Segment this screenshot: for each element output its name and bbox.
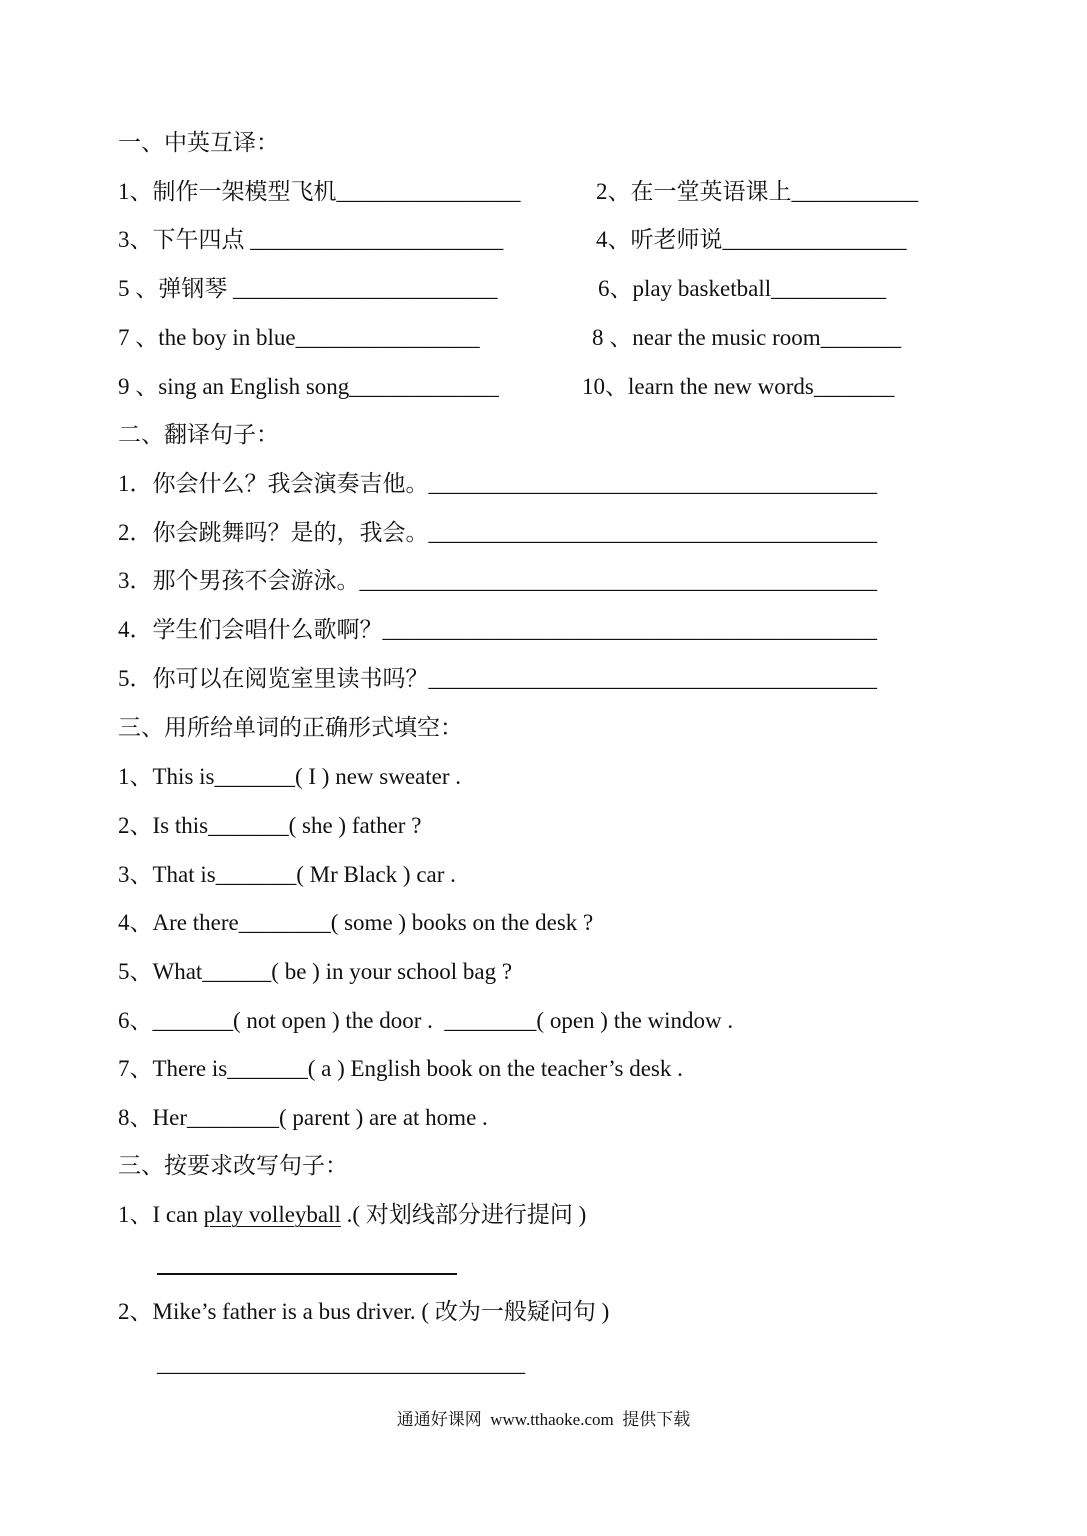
s2-item-4: 4．学生们会唱什么歌啊？___________________________________________ <box>118 617 877 642</box>
answer-line-2: ________________________________ <box>157 1351 525 1376</box>
s2-item-3: 3．那个男孩不会游泳。_____________________________________________ <box>118 568 877 593</box>
s1-item-10: 10、learn the new words_______ <box>582 374 895 399</box>
s1-item-3: 3、下午四点 ______________________ <box>118 227 504 252</box>
s3-item-4: 4、Are there________( some ) books on the desk ? <box>118 910 594 935</box>
s4-item-2: 2、Mike’s father is a bus driver. ( 改为一般疑问句 ) <box>118 1299 610 1324</box>
s4-q1-after: .( 对划线部分进行提问 ) <box>340 1202 587 1227</box>
s4-q1-before: 1、I can <box>118 1202 204 1227</box>
s3-item-1: 1、This is_______( I ) new sweater . <box>118 764 462 789</box>
section4-heading: 三、按要求改写句子： <box>118 1153 348 1178</box>
s1-item-6: 6、play basketball__________ <box>598 276 887 301</box>
section2-heading: 二、翻译句子： <box>118 422 279 447</box>
s3-item-6: 6、_______( not open ) the door . ________( open ) the window . <box>118 1008 734 1033</box>
s2-item-5: 5．你可以在阅览室里读书吗？_______________________________________ <box>118 666 877 691</box>
footer-credit: 通通好课网 www.tthaoke.com 提供下载 <box>396 1410 691 1429</box>
section3-heading: 三、用所给单词的正确形式填空： <box>118 715 463 740</box>
s3-item-2: 2、Is this_______( she ) father ? <box>118 813 422 838</box>
section1-heading: 一、中英互译： <box>118 130 279 155</box>
s2-item-1: 1．你会什么？我会演奏吉他。_______________________________________ <box>118 471 877 496</box>
s3-item-3: 3、That is_______( Mr Black ) car . <box>118 862 456 887</box>
s1-item-2: 2、在一堂英语课上___________ <box>596 179 918 204</box>
s1-item-8: 8 、near the music room_______ <box>592 325 902 350</box>
answer-line-1 <box>157 1273 457 1275</box>
s4-q1-underlined: play volleyball <box>203 1202 341 1227</box>
s1-item-1: 1、制作一架模型飞机________________ <box>118 179 521 204</box>
s1-item-7: 7 、the boy in blue________________ <box>118 325 480 350</box>
s3-item-7: 7、There is_______( a ) English book on the teacher’s desk . <box>118 1056 683 1081</box>
s1-item-4: 4、听老师说________________ <box>596 227 907 252</box>
s1-item-5: 5 、弹钢琴 _______________________ <box>118 276 498 301</box>
s3-item-5: 5、What______( be ) in your school bag ? <box>118 959 513 984</box>
s2-item-2: 2．你会跳舞吗？是的，我会。_______________________________________ <box>118 520 877 545</box>
s4-item-1 <box>118 1200 586 1230</box>
s1-item-9: 9 、sing an English song_____________ <box>118 374 499 399</box>
s3-item-8: 8、Her________( parent ) are at home . <box>118 1105 488 1130</box>
